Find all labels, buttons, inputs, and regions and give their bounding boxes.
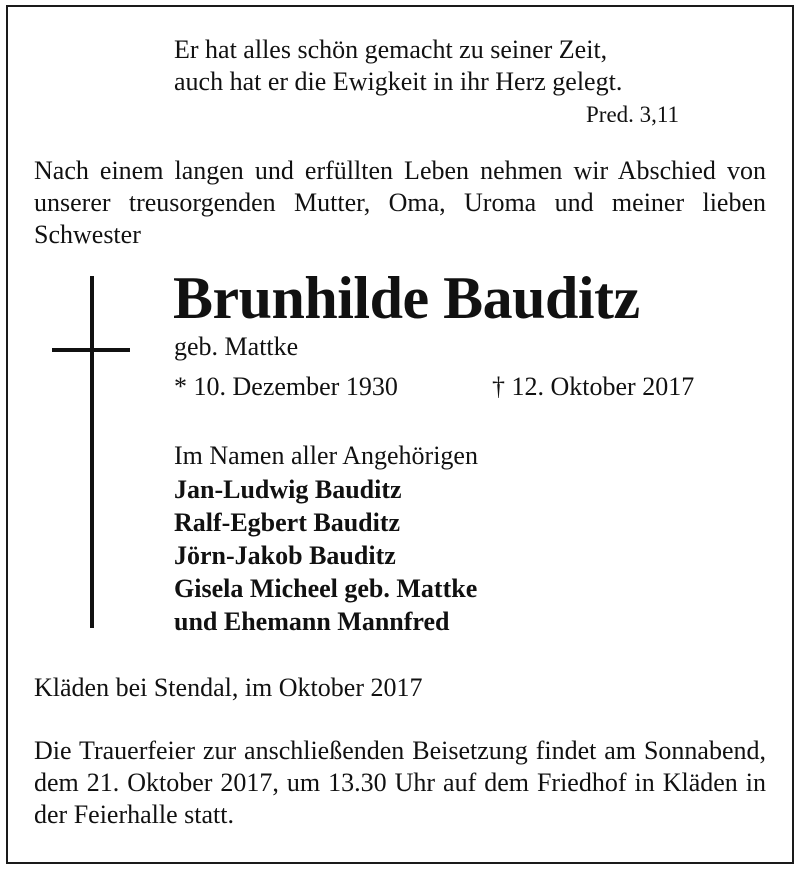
cross-icon xyxy=(90,276,94,628)
mourner-name: Jan-Ludwig Bauditz xyxy=(174,475,402,504)
mourner-name: Jörn-Jakob Bauditz xyxy=(174,541,396,570)
death-date: † 12. Oktober 2017 xyxy=(492,372,695,401)
verse-line-2: auch hat er die Ewigkeit in ihr Herz gelegt. xyxy=(174,67,623,96)
cross-icon-bar xyxy=(52,348,130,352)
place-date: Kläden bei Stendal, im Oktober 2017 xyxy=(34,673,423,702)
funeral-notice: Die Trauerfeier zur anschließenden Beisetzung findet am Sonnabend, dem 21. Oktober 2017, um 13.30 Uhr auf dem Friedhof in Kläden in der Feierhalle statt. xyxy=(34,736,766,829)
birth-date: * 10. Dezember 1930 xyxy=(174,372,398,401)
mourners-heading: Im Namen aller Angehörigen xyxy=(174,441,478,470)
verse-line-1: Er hat alles schön gemacht zu seiner Zeit, xyxy=(174,35,608,64)
mourner-name: und Ehemann Mannfred xyxy=(174,607,450,636)
birth-name: geb. Mattke xyxy=(174,332,299,361)
deceased-name: Brunhilde Bauditz xyxy=(173,265,640,331)
mourner-name: Gisela Micheel geb. Mattke xyxy=(174,574,478,603)
mourner-name: Ralf-Egbert Bauditz xyxy=(174,508,401,537)
verse-reference: Pred. 3,11 xyxy=(586,102,680,127)
intro-paragraph: Nach einem langen und erfüllten Leben nehmen wir Abschied von unserer treusorgenden Mutter, Oma, Uroma und meiner lieben Schwester xyxy=(34,156,766,249)
